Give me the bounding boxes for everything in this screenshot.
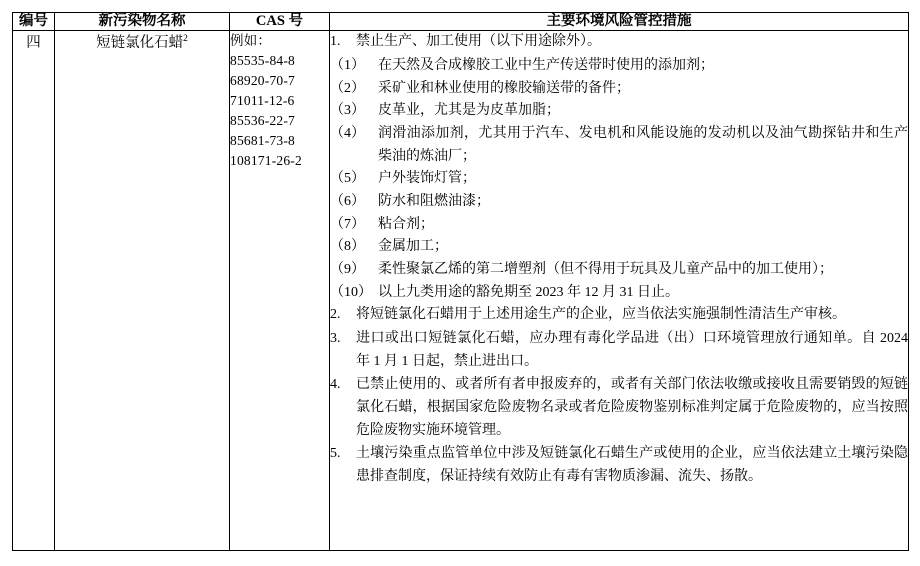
- measure-item: [330, 304, 908, 327]
- cas-number: 85536-22-7: [230, 113, 295, 129]
- subitem-number: （7）: [330, 216, 365, 232]
- measure-subitem: [330, 55, 908, 78]
- column-header-cas: CAS 号: [230, 13, 330, 31]
- subitem-text: 粘合剂；: [378, 216, 434, 232]
- pollutant-name-footnote: 2: [183, 34, 188, 45]
- subitem-number: （3）: [330, 103, 365, 119]
- table-header: [13, 13, 909, 31]
- measure-number: 3.: [330, 331, 341, 347]
- measure-subitem: [330, 191, 908, 214]
- cas-label: 例如：: [230, 33, 272, 49]
- measure-subitem: [330, 214, 908, 237]
- column-header-number: 编号: [13, 13, 55, 31]
- measure-subitem: [330, 282, 908, 305]
- measure-item: [330, 374, 908, 442]
- measure-item: [330, 31, 908, 54]
- measure-item: [330, 328, 908, 373]
- table-row: [13, 31, 909, 551]
- cell-cas-numbers: [230, 31, 330, 551]
- subitem-number: （8）: [330, 239, 365, 255]
- subitem-number: （4）: [330, 126, 365, 142]
- subitem-text: 以上九类用途的豁免期至 2023 年 12 月 31 日止。: [378, 284, 679, 300]
- measure-number: 2.: [330, 307, 341, 323]
- subitem-text: 防水和阻燃油漆；: [378, 194, 490, 210]
- cas-number: 71011-12-6: [230, 93, 295, 109]
- cell-pollutant-name: [55, 31, 230, 551]
- measure-subitem: [330, 78, 908, 101]
- subitem-number: （10）: [330, 284, 372, 300]
- measure-text: 已禁止使用的、或者所有者申报废弃的，或者有关部门依法收缴或接收且需要销毁的短链氯化石蜡，根据国家危险废物名录或者危险废物鉴别标准判定属于危险废物的，应当按照危险废物实施环境管理。: [356, 377, 908, 438]
- measure-number: 1.: [330, 34, 341, 50]
- cas-number: 68920-70-7: [230, 73, 295, 89]
- measure-subitem: [330, 100, 908, 123]
- cell-control-measures: [330, 31, 909, 551]
- subitem-text: 户外装饰灯管；: [378, 171, 476, 187]
- subitem-number: （9）: [330, 262, 365, 278]
- cas-number: 85681-73-8: [230, 133, 295, 149]
- measure-subitem: [330, 168, 908, 191]
- measure-subitem: [330, 123, 908, 168]
- subitem-number: （1）: [330, 58, 365, 74]
- measure-subitem: [330, 259, 908, 282]
- measure-text: 土壤污染重点监管单位中涉及短链氯化石蜡生产或使用的企业，应当依法建立土壤污染隐患排查制度，保证持续有效防止有毒有害物质渗漏、流失、扬散。: [356, 446, 908, 485]
- pollutant-control-table: [12, 12, 909, 551]
- subitem-number: （6）: [330, 194, 365, 210]
- measure-item: [330, 443, 908, 488]
- cell-number: 四: [13, 31, 55, 551]
- measure-text: 禁止生产、加工使用（以下用途除外）。: [356, 34, 601, 50]
- subitem-number: （2）: [330, 80, 365, 96]
- measure-number: 5.: [330, 446, 341, 462]
- subitem-text: 在天然及合成橡胶工业中生产传送带时使用的添加剂；: [378, 58, 714, 74]
- subitem-text: 柔性聚氯乙烯的第二增塑剂（但不得用于玩具及儿童产品中的加工使用）；: [378, 262, 833, 278]
- measures-list: [330, 31, 908, 488]
- pollutant-name-text: 短链氯化石蜡: [96, 35, 184, 52]
- measure-text: 进口或出口短链氯化石蜡，应办理有毒化学品进（出）口环境管理放行通知单。自 2024 年 1 月 1 日起，禁止进出口。: [356, 331, 908, 369]
- subitem-text: 润滑油添加剂，尤其用于汽车、发电机和风能设施的发动机以及油气勘探钻井和生产柴油的炼油厂；: [378, 126, 908, 164]
- cas-number: 85535-84-8: [230, 53, 295, 69]
- measure-subitem: [330, 236, 908, 259]
- measure-number: 4.: [330, 377, 341, 393]
- measure-text: 将短链氯化石蜡用于上述用途生产的企业，应当依法实施强制性清洁生产审核。: [356, 307, 846, 323]
- cas-number: 108171-26-2: [230, 153, 302, 169]
- subitem-number: （5）: [330, 171, 365, 187]
- table-body: [13, 31, 909, 551]
- table-header-row: [13, 13, 909, 31]
- subitem-text: 皮革业，尤其是为皮革加脂；: [378, 103, 560, 119]
- column-header-measures: 主要环境风险管控措施: [330, 13, 909, 31]
- subitem-text: 金属加工；: [378, 239, 448, 255]
- measure-subitems: [330, 55, 908, 304]
- subitem-text: 采矿业和林业使用的橡胶输送带的备件；: [378, 80, 630, 96]
- column-header-pollutant-name: 新污染物名称: [55, 13, 230, 31]
